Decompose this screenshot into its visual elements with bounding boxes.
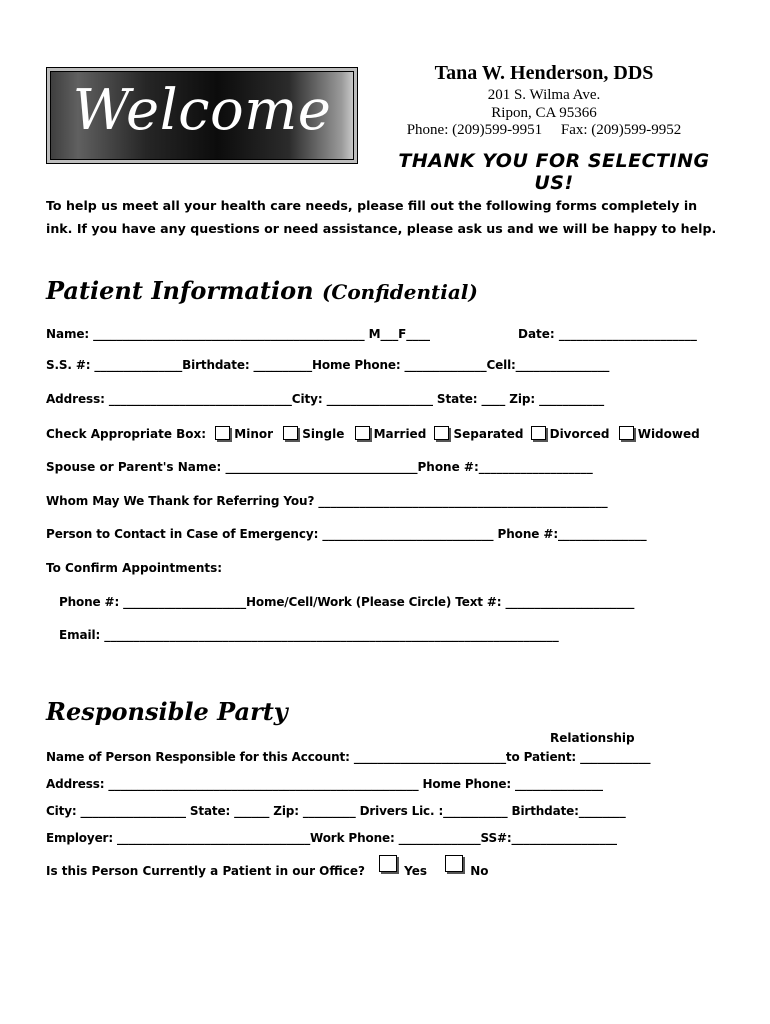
phone-fax: Phone: (209)599-9951 Fax: (209)599-9952	[406, 122, 682, 138]
marital-status-row	[46, 426, 700, 441]
checkbox-separated[interactable]	[434, 427, 523, 441]
checkbox-widowed-box[interactable]	[619, 426, 634, 440]
name-field[interactable]: Name: ______________________________________________ M___F____	[46, 327, 430, 341]
responsible-city-field[interactable]: City: __________________ State: ______ Zip: _________ Drivers Lic. :___________ Birthdate:________	[46, 804, 626, 818]
checkbox-yes-box[interactable]	[379, 855, 397, 872]
address-line-2: Ripon, CA 95366	[491, 105, 597, 121]
checkbox-minor-label: Minor	[234, 427, 274, 441]
address-line-1: 201 S. Wilma Ave.	[487, 87, 601, 103]
confirm-appointments-label: To Confirm Appointments:	[46, 561, 223, 575]
checkbox-separated-box[interactable]	[434, 426, 449, 440]
email-field[interactable]: Email: _____________________________________________________________________________	[59, 628, 559, 642]
checkbox-yes-label: Yes	[404, 864, 428, 878]
checkbox-divorced[interactable]	[531, 427, 610, 441]
checkbox-married-box[interactable]	[355, 426, 370, 440]
thank-you-banner: THANK YOU FOR SELECTING US!	[398, 150, 710, 194]
check-box-label: Check Appropriate Box:	[46, 427, 207, 441]
responsible-employer-field[interactable]: Employer: _________________________________Work Phone: ______________SS#:__________________	[46, 831, 617, 845]
checkbox-single-label: Single	[302, 427, 345, 441]
checkbox-yes[interactable]	[379, 864, 427, 878]
checkbox-minor-box[interactable]	[215, 426, 230, 440]
patient-info-title: Patient Information	[46, 276, 314, 305]
checkbox-single-box[interactable]	[283, 426, 298, 440]
checkbox-widowed[interactable]	[619, 427, 700, 441]
confirm-phone-field[interactable]: Phone #: _____________________Home/Cell/Work (Please Circle) Text #: ______________________	[59, 595, 635, 609]
date-field[interactable]: Date: _______________________	[518, 327, 697, 341]
confidential-label: (Confidential)	[321, 280, 478, 304]
checkbox-married-label: Married	[373, 427, 427, 441]
checkbox-married[interactable]	[355, 427, 427, 441]
patient-info-heading	[46, 276, 478, 305]
relationship-label: Relationship	[550, 731, 635, 745]
welcome-banner	[46, 67, 358, 164]
checkbox-divorced-label: Divorced	[549, 427, 610, 441]
current-patient-question: Is this Person Currently a Patient in our Office?	[46, 864, 365, 878]
checkbox-widowed-label: Widowed	[637, 427, 700, 441]
current-patient-row	[46, 855, 489, 878]
responsible-party-heading: Responsible Party	[46, 697, 288, 726]
checkbox-divorced-box[interactable]	[531, 426, 546, 440]
doctor-name: Tana W. Henderson, DDS	[434, 62, 654, 84]
referral-field[interactable]: Whom May We Thank for Referring You? _________________________________________________	[46, 494, 608, 508]
spouse-parent-field[interactable]: Spouse or Parent's Name: ________________________________Phone #:___________________	[46, 460, 593, 474]
intro-paragraph: To help us meet all your health care needs, please fill out the following forms completely in ink. If you have any questions or need assistance, please ask us and we will be happy to help.	[46, 198, 717, 236]
address-city-field[interactable]: Address: _______________________________City: __________________ State: ____ Zip: ___________	[46, 392, 605, 406]
checkbox-no-label: No	[470, 864, 489, 878]
responsible-name-field[interactable]: Name of Person Responsible for this Account: __________________________to Patient: ____________	[46, 750, 651, 764]
responsible-address-field[interactable]: Address: _____________________________________________________ Home Phone: _______________	[46, 777, 603, 791]
welcome-text: Welcome	[72, 78, 332, 143]
checkbox-single[interactable]	[283, 427, 344, 441]
checkbox-separated-label: Separated	[453, 427, 524, 441]
checkbox-no-box[interactable]	[445, 855, 463, 872]
ss-birthdate-phone-field[interactable]: S.S. #: _______________Birthdate: __________Home Phone: ______________Cell:________________	[46, 358, 610, 372]
checkbox-minor[interactable]	[215, 427, 273, 441]
checkbox-no[interactable]	[445, 864, 488, 878]
emergency-contact-field[interactable]: Person to Contact in Case of Emergency: _____________________________ Phone #:_______________	[46, 527, 647, 541]
